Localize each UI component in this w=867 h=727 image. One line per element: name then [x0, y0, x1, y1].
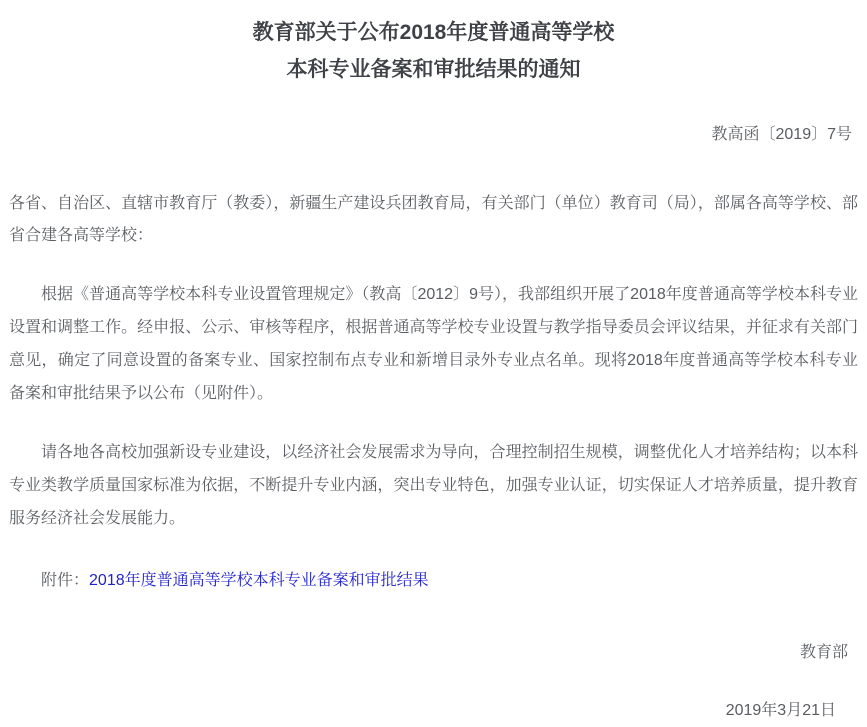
issue-date: 2019年3月21日 [725, 702, 836, 719]
attachment-link[interactable]: 2018年度普通高等学校本科专业备案和审批结果 [89, 572, 429, 589]
body-paragraph-1: 根据《普通高等学校本科专业设置管理规定》（教高〔2012〕9号），我部组织开展了2018年度普通高等学校本科专业设置和调整工作。经申报、公示、审核等程序，根据普通高等学校专业设置与教学指导委员会评议结果，并征求有关部门意见，确定了同意设置的备案专业、国家控制布点专业和新增目录外专业点名单。现将2018年度普通高等学校本科专业备案和审批结果予以公布（见附件）。 [9, 286, 858, 402]
body-paragraph-2: 请各地各高校加强新设专业建设，以经济社会发展需求为导向，合理控制招生规模，调整优化人才培养结构；以本科专业类教学质量国家标准为依据，不断提升专业内涵，突出专业特色，加强专业认证，切实保证人才培养质量，提升教育服务经济社会发展能力。 [9, 444, 858, 527]
attachment-line [9, 565, 858, 597]
attachment-label: 附件： [41, 572, 90, 589]
page-title [9, 14, 858, 88]
page-title-line-1: 教育部关于公布2018年度普通高等学校 [252, 21, 615, 44]
salutation: 各省、自治区、直辖市教育厅（教委），新疆生产建设兵团教育局，有关部门（单位）教育司（局），部属各高等学校、部省合建各高等学校： [9, 195, 858, 244]
document-number: 教高函〔2019〕7号 [711, 126, 852, 143]
issuer-signature: 教育部 [799, 644, 848, 661]
page-title-line-2: 本科专业备案和审批结果的通知 [286, 58, 581, 81]
